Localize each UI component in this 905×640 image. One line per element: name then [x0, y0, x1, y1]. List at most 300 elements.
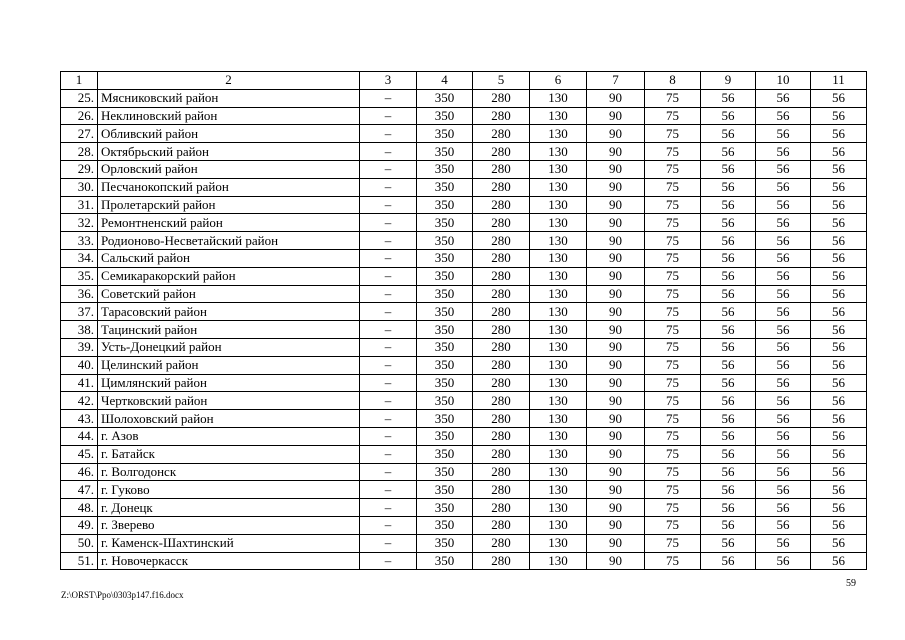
value-col5: 280 — [473, 410, 530, 428]
value-col9: 56 — [701, 392, 756, 410]
value-col7: 90 — [587, 196, 645, 214]
table-row — [61, 196, 867, 214]
row-number: 25. — [61, 89, 98, 107]
value-col3: – — [360, 214, 417, 232]
value-col8: 75 — [645, 321, 701, 339]
value-col4: 350 — [417, 89, 473, 107]
value-col5: 280 — [473, 481, 530, 499]
value-col8: 75 — [645, 232, 701, 250]
value-col10: 56 — [756, 249, 811, 267]
table-row — [61, 160, 867, 178]
value-col4: 350 — [417, 160, 473, 178]
table-row — [61, 516, 867, 534]
value-col10: 56 — [756, 427, 811, 445]
value-col8: 75 — [645, 89, 701, 107]
table-row — [61, 338, 867, 356]
value-col4: 350 — [417, 463, 473, 481]
file-path: Z:\ORST\Ppo\0303p147.f16.docx — [61, 590, 184, 600]
value-col3: – — [360, 445, 417, 463]
value-col6: 130 — [530, 374, 587, 392]
value-col9: 56 — [701, 463, 756, 481]
value-col10: 56 — [756, 516, 811, 534]
table-row — [61, 463, 867, 481]
value-col11: 56 — [811, 445, 867, 463]
value-col4: 350 — [417, 232, 473, 250]
value-col7: 90 — [587, 463, 645, 481]
value-col5: 280 — [473, 338, 530, 356]
value-col7: 90 — [587, 89, 645, 107]
value-col5: 280 — [473, 125, 530, 143]
value-col11: 56 — [811, 249, 867, 267]
column-header: 8 — [645, 72, 701, 90]
value-col9: 56 — [701, 89, 756, 107]
row-number: 29. — [61, 160, 98, 178]
value-col8: 75 — [645, 356, 701, 374]
value-col4: 350 — [417, 338, 473, 356]
value-col4: 350 — [417, 196, 473, 214]
row-number: 49. — [61, 516, 98, 534]
row-number: 51. — [61, 552, 98, 570]
value-col6: 130 — [530, 534, 587, 552]
value-col11: 56 — [811, 196, 867, 214]
value-col3: – — [360, 160, 417, 178]
district-name: Мясниковский район — [98, 89, 360, 107]
row-number: 35. — [61, 267, 98, 285]
value-col3: – — [360, 516, 417, 534]
value-col4: 350 — [417, 552, 473, 570]
value-col6: 130 — [530, 516, 587, 534]
value-col6: 130 — [530, 178, 587, 196]
value-col11: 56 — [811, 178, 867, 196]
value-col9: 56 — [701, 160, 756, 178]
row-number: 30. — [61, 178, 98, 196]
district-name: Усть-Донецкий район — [98, 338, 360, 356]
value-col3: – — [360, 267, 417, 285]
value-col8: 75 — [645, 125, 701, 143]
value-col7: 90 — [587, 338, 645, 356]
value-col11: 56 — [811, 125, 867, 143]
table-row — [61, 249, 867, 267]
value-col6: 130 — [530, 196, 587, 214]
column-header: 2 — [98, 72, 360, 90]
value-col3: – — [360, 499, 417, 517]
value-col9: 56 — [701, 338, 756, 356]
value-col4: 350 — [417, 499, 473, 517]
value-col3: – — [360, 410, 417, 428]
value-col7: 90 — [587, 249, 645, 267]
value-col9: 56 — [701, 125, 756, 143]
data-table — [60, 71, 867, 570]
value-col10: 56 — [756, 214, 811, 232]
row-number: 31. — [61, 196, 98, 214]
district-name: Цимлянский район — [98, 374, 360, 392]
table-row — [61, 481, 867, 499]
value-col4: 350 — [417, 374, 473, 392]
table-row — [61, 321, 867, 339]
value-col9: 56 — [701, 534, 756, 552]
value-col9: 56 — [701, 552, 756, 570]
district-name: Сальский район — [98, 249, 360, 267]
value-col11: 56 — [811, 267, 867, 285]
value-col6: 130 — [530, 125, 587, 143]
row-number: 33. — [61, 232, 98, 250]
value-col8: 75 — [645, 552, 701, 570]
value-col6: 130 — [530, 427, 587, 445]
value-col8: 75 — [645, 178, 701, 196]
value-col9: 56 — [701, 107, 756, 125]
value-col9: 56 — [701, 427, 756, 445]
value-col7: 90 — [587, 427, 645, 445]
value-col8: 75 — [645, 445, 701, 463]
value-col5: 280 — [473, 321, 530, 339]
table-row — [61, 445, 867, 463]
value-col5: 280 — [473, 160, 530, 178]
value-col5: 280 — [473, 249, 530, 267]
value-col6: 130 — [530, 338, 587, 356]
value-col5: 280 — [473, 445, 530, 463]
value-col5: 280 — [473, 285, 530, 303]
header-row — [61, 72, 867, 90]
value-col9: 56 — [701, 321, 756, 339]
value-col9: 56 — [701, 249, 756, 267]
value-col3: – — [360, 338, 417, 356]
value-col6: 130 — [530, 267, 587, 285]
table-row — [61, 499, 867, 517]
value-col7: 90 — [587, 178, 645, 196]
value-col11: 56 — [811, 410, 867, 428]
value-col7: 90 — [587, 374, 645, 392]
table-row — [61, 214, 867, 232]
value-col10: 56 — [756, 410, 811, 428]
column-header: 10 — [756, 72, 811, 90]
value-col9: 56 — [701, 481, 756, 499]
value-col3: – — [360, 196, 417, 214]
table-row — [61, 89, 867, 107]
value-col4: 350 — [417, 143, 473, 161]
value-col10: 56 — [756, 107, 811, 125]
row-number: 43. — [61, 410, 98, 428]
value-col6: 130 — [530, 214, 587, 232]
value-col3: – — [360, 321, 417, 339]
value-col11: 56 — [811, 232, 867, 250]
district-name: Родионово-Несветайский район — [98, 232, 360, 250]
value-col5: 280 — [473, 499, 530, 517]
value-col8: 75 — [645, 214, 701, 232]
value-col11: 56 — [811, 427, 867, 445]
value-col4: 350 — [417, 303, 473, 321]
value-col7: 90 — [587, 552, 645, 570]
district-name: Пролетарский район — [98, 196, 360, 214]
value-col3: – — [360, 232, 417, 250]
value-col9: 56 — [701, 232, 756, 250]
value-col11: 56 — [811, 321, 867, 339]
table-row — [61, 232, 867, 250]
column-header: 1 — [61, 72, 98, 90]
value-col7: 90 — [587, 445, 645, 463]
value-col4: 350 — [417, 481, 473, 499]
value-col11: 56 — [811, 534, 867, 552]
value-col3: – — [360, 143, 417, 161]
value-col7: 90 — [587, 285, 645, 303]
value-col10: 56 — [756, 463, 811, 481]
value-col4: 350 — [417, 178, 473, 196]
value-col10: 56 — [756, 267, 811, 285]
value-col6: 130 — [530, 321, 587, 339]
value-col3: – — [360, 303, 417, 321]
value-col11: 56 — [811, 392, 867, 410]
value-col4: 350 — [417, 107, 473, 125]
value-col9: 56 — [701, 445, 756, 463]
district-name: Семикаракорский район — [98, 267, 360, 285]
row-number: 27. — [61, 125, 98, 143]
table-row — [61, 356, 867, 374]
value-col10: 56 — [756, 356, 811, 374]
value-col9: 56 — [701, 143, 756, 161]
table-row — [61, 107, 867, 125]
value-col11: 56 — [811, 374, 867, 392]
value-col7: 90 — [587, 499, 645, 517]
value-col6: 130 — [530, 303, 587, 321]
value-col9: 56 — [701, 516, 756, 534]
value-col7: 90 — [587, 481, 645, 499]
value-col3: – — [360, 356, 417, 374]
value-col11: 56 — [811, 356, 867, 374]
column-header: 11 — [811, 72, 867, 90]
district-name: г. Новочеркасск — [98, 552, 360, 570]
value-col8: 75 — [645, 534, 701, 552]
value-col11: 56 — [811, 160, 867, 178]
value-col6: 130 — [530, 107, 587, 125]
district-name: г. Гуково — [98, 481, 360, 499]
row-number: 45. — [61, 445, 98, 463]
value-col8: 75 — [645, 285, 701, 303]
value-col5: 280 — [473, 516, 530, 534]
value-col11: 56 — [811, 481, 867, 499]
column-header: 7 — [587, 72, 645, 90]
value-col5: 280 — [473, 392, 530, 410]
value-col3: – — [360, 427, 417, 445]
value-col4: 350 — [417, 410, 473, 428]
value-col6: 130 — [530, 249, 587, 267]
value-col8: 75 — [645, 160, 701, 178]
district-name: Шолоховский район — [98, 410, 360, 428]
value-col4: 350 — [417, 516, 473, 534]
value-col5: 280 — [473, 552, 530, 570]
value-col10: 56 — [756, 499, 811, 517]
district-name: Орловский район — [98, 160, 360, 178]
row-number: 32. — [61, 214, 98, 232]
value-col10: 56 — [756, 445, 811, 463]
table-row — [61, 552, 867, 570]
value-col4: 350 — [417, 356, 473, 374]
district-name: г. Зверево — [98, 516, 360, 534]
value-col3: – — [360, 285, 417, 303]
row-number: 37. — [61, 303, 98, 321]
district-name: Чертковский район — [98, 392, 360, 410]
value-col6: 130 — [530, 143, 587, 161]
table-row — [61, 285, 867, 303]
value-col9: 56 — [701, 196, 756, 214]
value-col8: 75 — [645, 267, 701, 285]
value-col8: 75 — [645, 249, 701, 267]
value-col4: 350 — [417, 392, 473, 410]
value-col3: – — [360, 392, 417, 410]
value-col11: 56 — [811, 107, 867, 125]
row-number: 48. — [61, 499, 98, 517]
table-body — [61, 89, 867, 570]
value-col9: 56 — [701, 499, 756, 517]
value-col11: 56 — [811, 285, 867, 303]
table-row — [61, 534, 867, 552]
district-name: Октябрьский район — [98, 143, 360, 161]
value-col10: 56 — [756, 374, 811, 392]
value-col3: – — [360, 249, 417, 267]
value-col7: 90 — [587, 516, 645, 534]
value-col9: 56 — [701, 285, 756, 303]
value-col8: 75 — [645, 410, 701, 428]
value-col10: 56 — [756, 160, 811, 178]
value-col3: – — [360, 178, 417, 196]
value-col8: 75 — [645, 499, 701, 517]
value-col11: 56 — [811, 89, 867, 107]
value-col6: 130 — [530, 499, 587, 517]
value-col11: 56 — [811, 303, 867, 321]
table-row — [61, 374, 867, 392]
value-col10: 56 — [756, 196, 811, 214]
value-col10: 56 — [756, 552, 811, 570]
table-row — [61, 303, 867, 321]
value-col5: 280 — [473, 143, 530, 161]
value-col8: 75 — [645, 427, 701, 445]
value-col3: – — [360, 534, 417, 552]
value-col10: 56 — [756, 321, 811, 339]
value-col10: 56 — [756, 178, 811, 196]
row-number: 46. — [61, 463, 98, 481]
value-col4: 350 — [417, 445, 473, 463]
table-header — [61, 72, 867, 90]
value-col11: 56 — [811, 214, 867, 232]
value-col9: 56 — [701, 410, 756, 428]
value-col5: 280 — [473, 463, 530, 481]
value-col7: 90 — [587, 356, 645, 374]
value-col3: – — [360, 374, 417, 392]
value-col3: – — [360, 125, 417, 143]
value-col3: – — [360, 481, 417, 499]
value-col6: 130 — [530, 552, 587, 570]
table-row — [61, 267, 867, 285]
value-col6: 130 — [530, 356, 587, 374]
value-col5: 280 — [473, 427, 530, 445]
row-number: 38. — [61, 321, 98, 339]
value-col6: 130 — [530, 160, 587, 178]
value-col8: 75 — [645, 303, 701, 321]
value-col4: 350 — [417, 285, 473, 303]
row-number: 28. — [61, 143, 98, 161]
page-number: 59 — [846, 578, 856, 589]
value-col5: 280 — [473, 196, 530, 214]
value-col6: 130 — [530, 89, 587, 107]
value-col3: – — [360, 463, 417, 481]
value-col3: – — [360, 552, 417, 570]
value-col10: 56 — [756, 338, 811, 356]
value-col11: 56 — [811, 516, 867, 534]
value-col4: 350 — [417, 321, 473, 339]
value-col8: 75 — [645, 516, 701, 534]
value-col10: 56 — [756, 534, 811, 552]
value-col10: 56 — [756, 392, 811, 410]
district-name: Тацинский район — [98, 321, 360, 339]
value-col5: 280 — [473, 214, 530, 232]
value-col9: 56 — [701, 374, 756, 392]
value-col7: 90 — [587, 267, 645, 285]
row-number: 36. — [61, 285, 98, 303]
value-col10: 56 — [756, 303, 811, 321]
value-col4: 350 — [417, 427, 473, 445]
value-col6: 130 — [530, 463, 587, 481]
value-col8: 75 — [645, 196, 701, 214]
value-col11: 56 — [811, 338, 867, 356]
value-col9: 56 — [701, 356, 756, 374]
value-col7: 90 — [587, 160, 645, 178]
column-header: 5 — [473, 72, 530, 90]
value-col9: 56 — [701, 267, 756, 285]
table-row — [61, 178, 867, 196]
table-row — [61, 125, 867, 143]
value-col6: 130 — [530, 410, 587, 428]
value-col11: 56 — [811, 499, 867, 517]
table-row — [61, 143, 867, 161]
value-col5: 280 — [473, 534, 530, 552]
value-col4: 350 — [417, 534, 473, 552]
row-number: 44. — [61, 427, 98, 445]
table-row — [61, 392, 867, 410]
district-name: Песчанокопский район — [98, 178, 360, 196]
table-row — [61, 427, 867, 445]
value-col5: 280 — [473, 232, 530, 250]
value-col4: 350 — [417, 267, 473, 285]
value-col11: 56 — [811, 463, 867, 481]
value-col5: 280 — [473, 374, 530, 392]
value-col10: 56 — [756, 89, 811, 107]
value-col9: 56 — [701, 178, 756, 196]
column-header: 6 — [530, 72, 587, 90]
district-name: Ремонтненский район — [98, 214, 360, 232]
row-number: 50. — [61, 534, 98, 552]
value-col7: 90 — [587, 143, 645, 161]
district-name: Советский район — [98, 285, 360, 303]
value-col5: 280 — [473, 356, 530, 374]
value-col6: 130 — [530, 285, 587, 303]
value-col8: 75 — [645, 338, 701, 356]
value-col8: 75 — [645, 463, 701, 481]
value-col7: 90 — [587, 214, 645, 232]
column-header: 4 — [417, 72, 473, 90]
value-col5: 280 — [473, 89, 530, 107]
column-header: 9 — [701, 72, 756, 90]
value-col6: 130 — [530, 232, 587, 250]
value-col4: 350 — [417, 249, 473, 267]
value-col8: 75 — [645, 143, 701, 161]
district-name: Тарасовский район — [98, 303, 360, 321]
district-name: Неклиновский район — [98, 107, 360, 125]
value-col6: 130 — [530, 445, 587, 463]
value-col7: 90 — [587, 392, 645, 410]
value-col8: 75 — [645, 107, 701, 125]
district-name: г. Азов — [98, 427, 360, 445]
value-col10: 56 — [756, 125, 811, 143]
row-number: 47. — [61, 481, 98, 499]
value-col9: 56 — [701, 303, 756, 321]
